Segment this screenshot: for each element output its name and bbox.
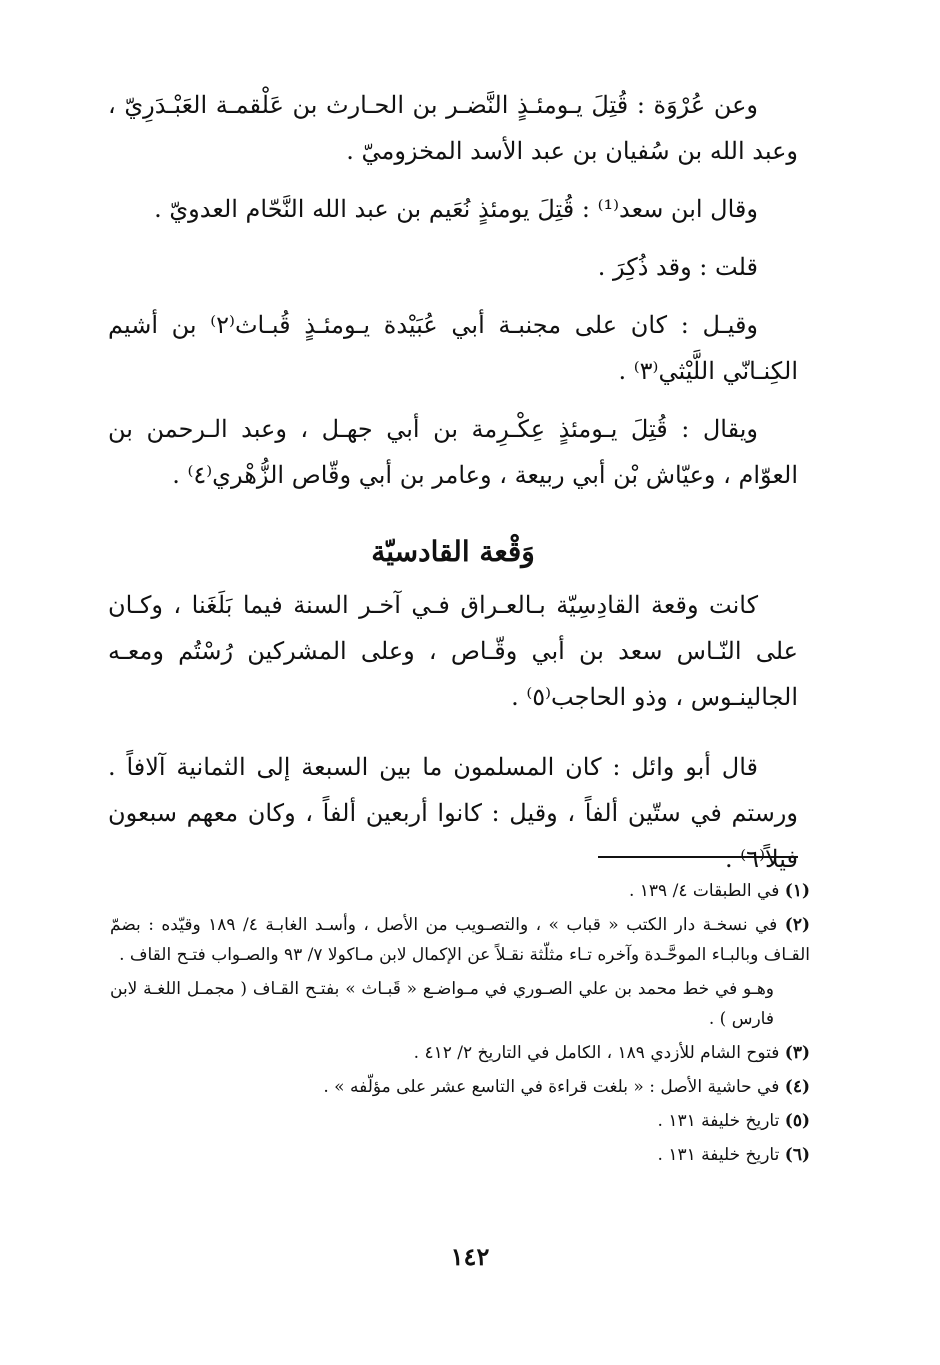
footnote-4	[110, 1072, 810, 1102]
footnote-2	[110, 910, 810, 970]
footnote-text: وهـو في خط محمد بن علي الصـوري في مـواضـع « قَبـاث » بفتـح القـاف ( مجمـل اللغـة لابن فارس ) .	[110, 979, 774, 1029]
paragraph-yuqal: ويقال : قُتِلَ يـومئذٍ عِكْـرِمة بن أبي جهـل ، وعبد الـرحمن بن العوّام ، وعيّاش بْن أبي ربيعة ، وعامر بن أبي وقّاص الزُّهْري⁽٤⁾ .	[108, 415, 798, 489]
footnote-number: (١)	[784, 881, 810, 901]
footnote-text: تاريخ خليفة ١٣١ .	[657, 1145, 780, 1165]
footnote-2-continuation	[110, 974, 810, 1034]
footnote-number: (٦)	[784, 1145, 810, 1165]
footnote-1	[110, 876, 810, 906]
footnote-number: (٢)	[784, 915, 810, 935]
paragraph-qila: وقيـل : كان على مجنبـة أبي عُبَيْدة يـومئـذٍ قُبـاث⁽٢⁾ بن أشيم الكِنـانّي اللَّيْثي⁽٣⁾ .	[108, 311, 798, 385]
page-number: ١٤٢	[450, 1242, 490, 1271]
paragraph-abu-wail: قال أبو وائل : كان المسلمون ما بين السبعة إلى الثمانية آلافاً . ورستم في ستّين ألفاً ، وقيل : كانوا أربعين ألفاً ، وكان معهم سبعون فيلاً⁽٦⁾ .	[108, 753, 798, 873]
section-heading: وَقْعة القادسيّة	[371, 535, 535, 568]
footnote-6	[110, 1140, 810, 1170]
footnotes	[110, 876, 810, 1174]
footnote-number: (٤)	[784, 1077, 810, 1097]
footnote-5	[110, 1106, 810, 1136]
footnote-number: (٣)	[784, 1043, 810, 1063]
footnote-text: تاريخ خليفة ١٣١ .	[657, 1111, 780, 1131]
footnote-text: في حاشية الأصل : « بلغت قراءة في التاسع عشر على مؤلّفه » .	[323, 1077, 780, 1097]
footnote-number: (٥)	[784, 1111, 810, 1131]
main-text	[108, 82, 798, 894]
footnote-divider	[598, 856, 798, 858]
footnote-text: في نسخـة دار الكتب « قباب » ، والتصـويب من الأصل ، وأسـد الغابـة ٤/ ١٨٩ وقيّده : بضمّ القـاف وبالبـاء الموحَّـدة وآخره تـاء مثلّثة نقـلاً عن الإكمال لابن مـاكولا ٧/ ٩٣ والصـواب فتـح القاف .	[110, 915, 810, 965]
footnote-text: في الطبقات ٤/ ١٣٩ .	[628, 881, 780, 901]
paragraph-urwa: وعن عُرْوَة : قُتِلَ يـومئـذٍ النَّضـر بن الحـارث بن عَلْقمـة العَبْـدَرِيّ ، وعبد الله بن سُفيان بن عبد الأسد المخزوميّ .	[108, 91, 798, 165]
paragraph-ibn-saad: وقال ابن سعد⁽¹⁾ : قُتِلَ يومئذٍ نُعَيم بن عبد الله النَّحّام العدويّ .	[154, 195, 758, 223]
paragraph-qultu: قلت : وقد ذُكِرَ .	[597, 253, 758, 281]
footnote-text: فتوح الشام للأزدي ١٨٩ ، الكامل في التاريخ ٢/ ٤١٢ .	[413, 1043, 780, 1063]
paragraph-qadisiyya: كانت وقعة القادِسِيّة بـالعـراق فـي آخـر السنة فيما بَلَغَنا ، وكـان على النّـاس سعد بن أبي وقّـاص ، وعلى المشركين رُسْتُم ومعـه الجالينـوس ، وذو الحاجب⁽٥⁾ .	[108, 591, 798, 711]
footnote-3	[110, 1038, 810, 1068]
